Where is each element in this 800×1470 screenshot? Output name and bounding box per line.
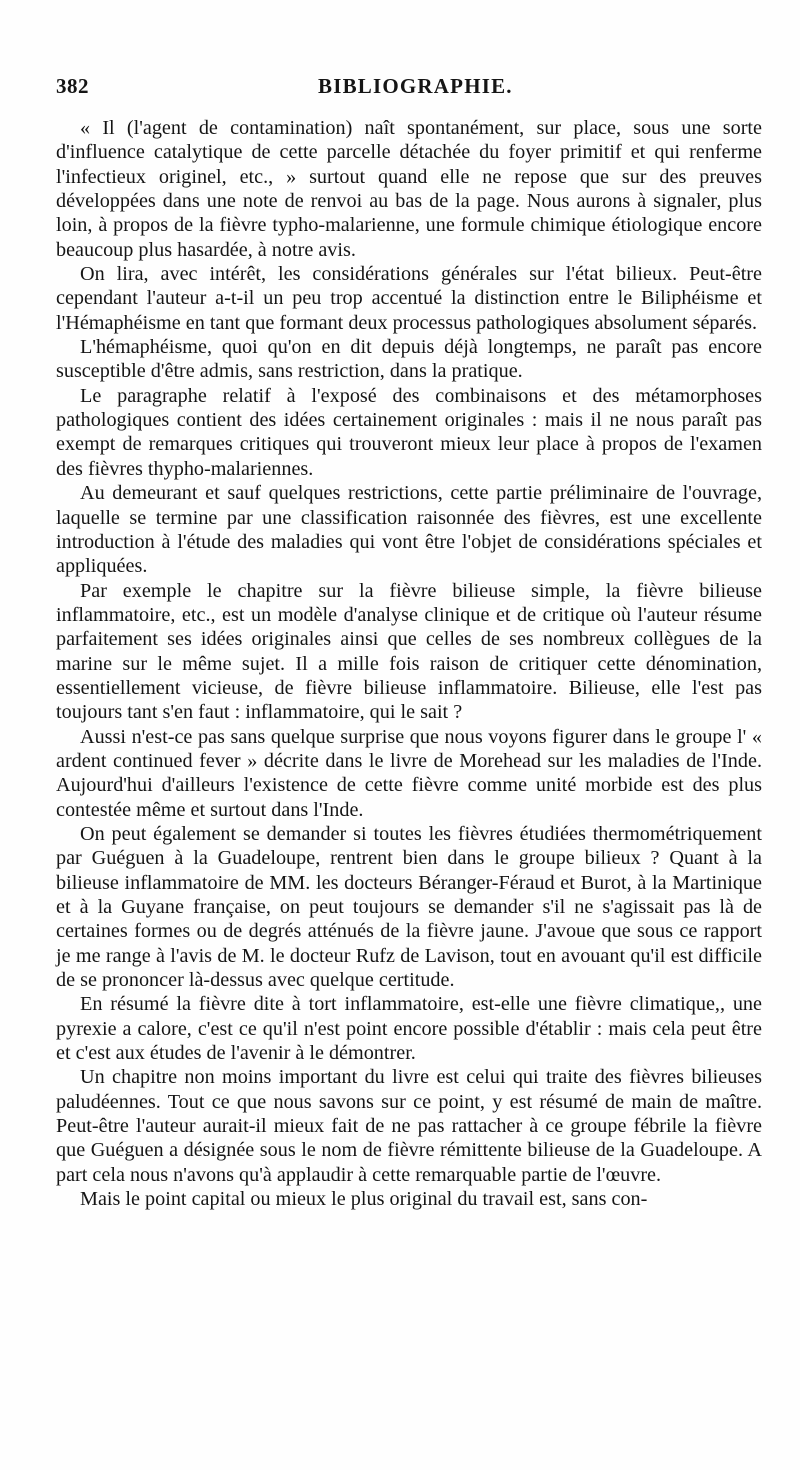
paragraph-hemapheisme: L'hémaphéisme, quoi qu'on en dit depuis déjà longtemps, ne paraît pas encore susceptible d'être admis, sans restriction, dans la pratique.: [56, 336, 762, 383]
page-header: [56, 74, 762, 104]
paragraph-demeurant: Au demeurant et sauf quelques restrictions, cette partie préliminaire de l'ouvrage, laquelle se termine par une classification raisonnée des fièvres, est une excellente introduction à l'étude des maladies qui vont être l'objet de considérations spéciales et appliquées.: [56, 482, 762, 578]
paragraph-point-capital: Mais le point capital ou mieux le plus original du travail est, sans con-: [80, 1188, 648, 1211]
paragraph-paludeennes: Un chapitre non moins important du livre est celui qui traite des fièvres bilieuses paludéennes. Tout ce que nous savons sur ce point, y est résumé de main de maître. Peut-être l'auteur aurait-il mieux fait de ne pas rattacher à ce groupe fébrile la fièvre que Guéguen a désignée sous le nom de fièvre rémittente bilieuse de la Guadeloupe. A part cela nous n'avons qu'à applaudir à cette remarquable partie de l'œuvre.: [56, 1066, 762, 1186]
paragraph-thermometriquement: On peut également se demander si toutes les fièvres étudiées thermométriquement par Guéguen à la Guadeloupe, rentrent bien dans le groupe bilieux ? Quant à la bilieuse inflammatoire de MM. les docteurs Béranger-Féraud et Burot, à la Martinique et à la Guyane française, on peut toujours se demander s'il ne s'agissait pas là de certaines formes ou de degrés atténués de la fièvre jaune. J'avoue que sous ce rapport je me range à l'avis de M. le docteur Rufz de Lavison, tout en avouant qu'il est difficile de se prononcer là-dessus avec quelque certitude.: [56, 822, 762, 992]
paragraph-etat-bilieux: On lira, avec intérêt, les considérations générales sur l'état bilieux. Peut-être cependant l'auteur a-t-il un peu trop accentué la distinction entre le Biliphéisme et l'Hémaphéisme en tant que formant deux processus pathologiques absolument séparés.: [56, 263, 762, 334]
page-number: 382: [56, 74, 89, 98]
paragraph-combinaisons: Le paragraphe relatif à l'exposé des combinaisons et des métamorphoses pathologiques contient des idées certainement originales : mais il ne nous paraît pas exempt de remarques critiques qui trouveront mieux leur place à propos de l'examen des fièvres thypho-malariennes.: [56, 384, 762, 480]
paragraph-fievre-bilieuse: Par exemple le chapitre sur la fièvre bilieuse simple, la fièvre bilieuse inflammatoire, etc., est un modèle d'analyse clinique et de critique où l'auteur résume parfaitement ses idées originales ainsi que celles de ses nombreux collègues de la marine sur le même sujet. Il a mille fois raison de critiquer cette dénomination, essentiellement vicieuse, de fièvre bilieuse inflammatoire. Bilieuse, elle l'est pas toujours tant s'en faut : inflammatoire, qui le sait ?: [56, 579, 762, 724]
text-body: [56, 116, 762, 1211]
paragraph-contamination: « Il (l'agent de contamination) naît spontanément, sur place, sous une sorte d'influence catalytique de cette parcelle détachée du foyer primitif et qui renferme l'infectieux originel, etc., » surtout quand elle ne repose que sur des preuves développées dans une note de renvoi au bas de la page. Nous aurons à signaler, plus loin, à propos de la fièvre typho-malarienne, une formule chimique étiologique encore beaucoup plus hasardée, à notre avis.: [56, 117, 762, 261]
paragraph-ardent-fever: Aussi n'est-ce pas sans quelque surprise que nous voyons figurer dans le groupe l' « ardent continued fever » décrite dans le livre de Morehead sur les maladies de l'Inde. Aujourd'hui d'ailleurs l'existence de cette fièvre comme unité morbide est des plus contestée même et surtout dans l'Inde.: [56, 725, 762, 821]
running-title: BIBLIOGRAPHIE.: [318, 74, 513, 98]
paragraph-resume: En résumé la fièvre dite à tort inflammatoire, est-elle une fièvre climatique,, une pyrexie a calore, c'est ce qu'il n'est point encore possible d'établir : mais cela peut être et c'est aux études de l'avenir à le démontrer.: [56, 993, 762, 1065]
